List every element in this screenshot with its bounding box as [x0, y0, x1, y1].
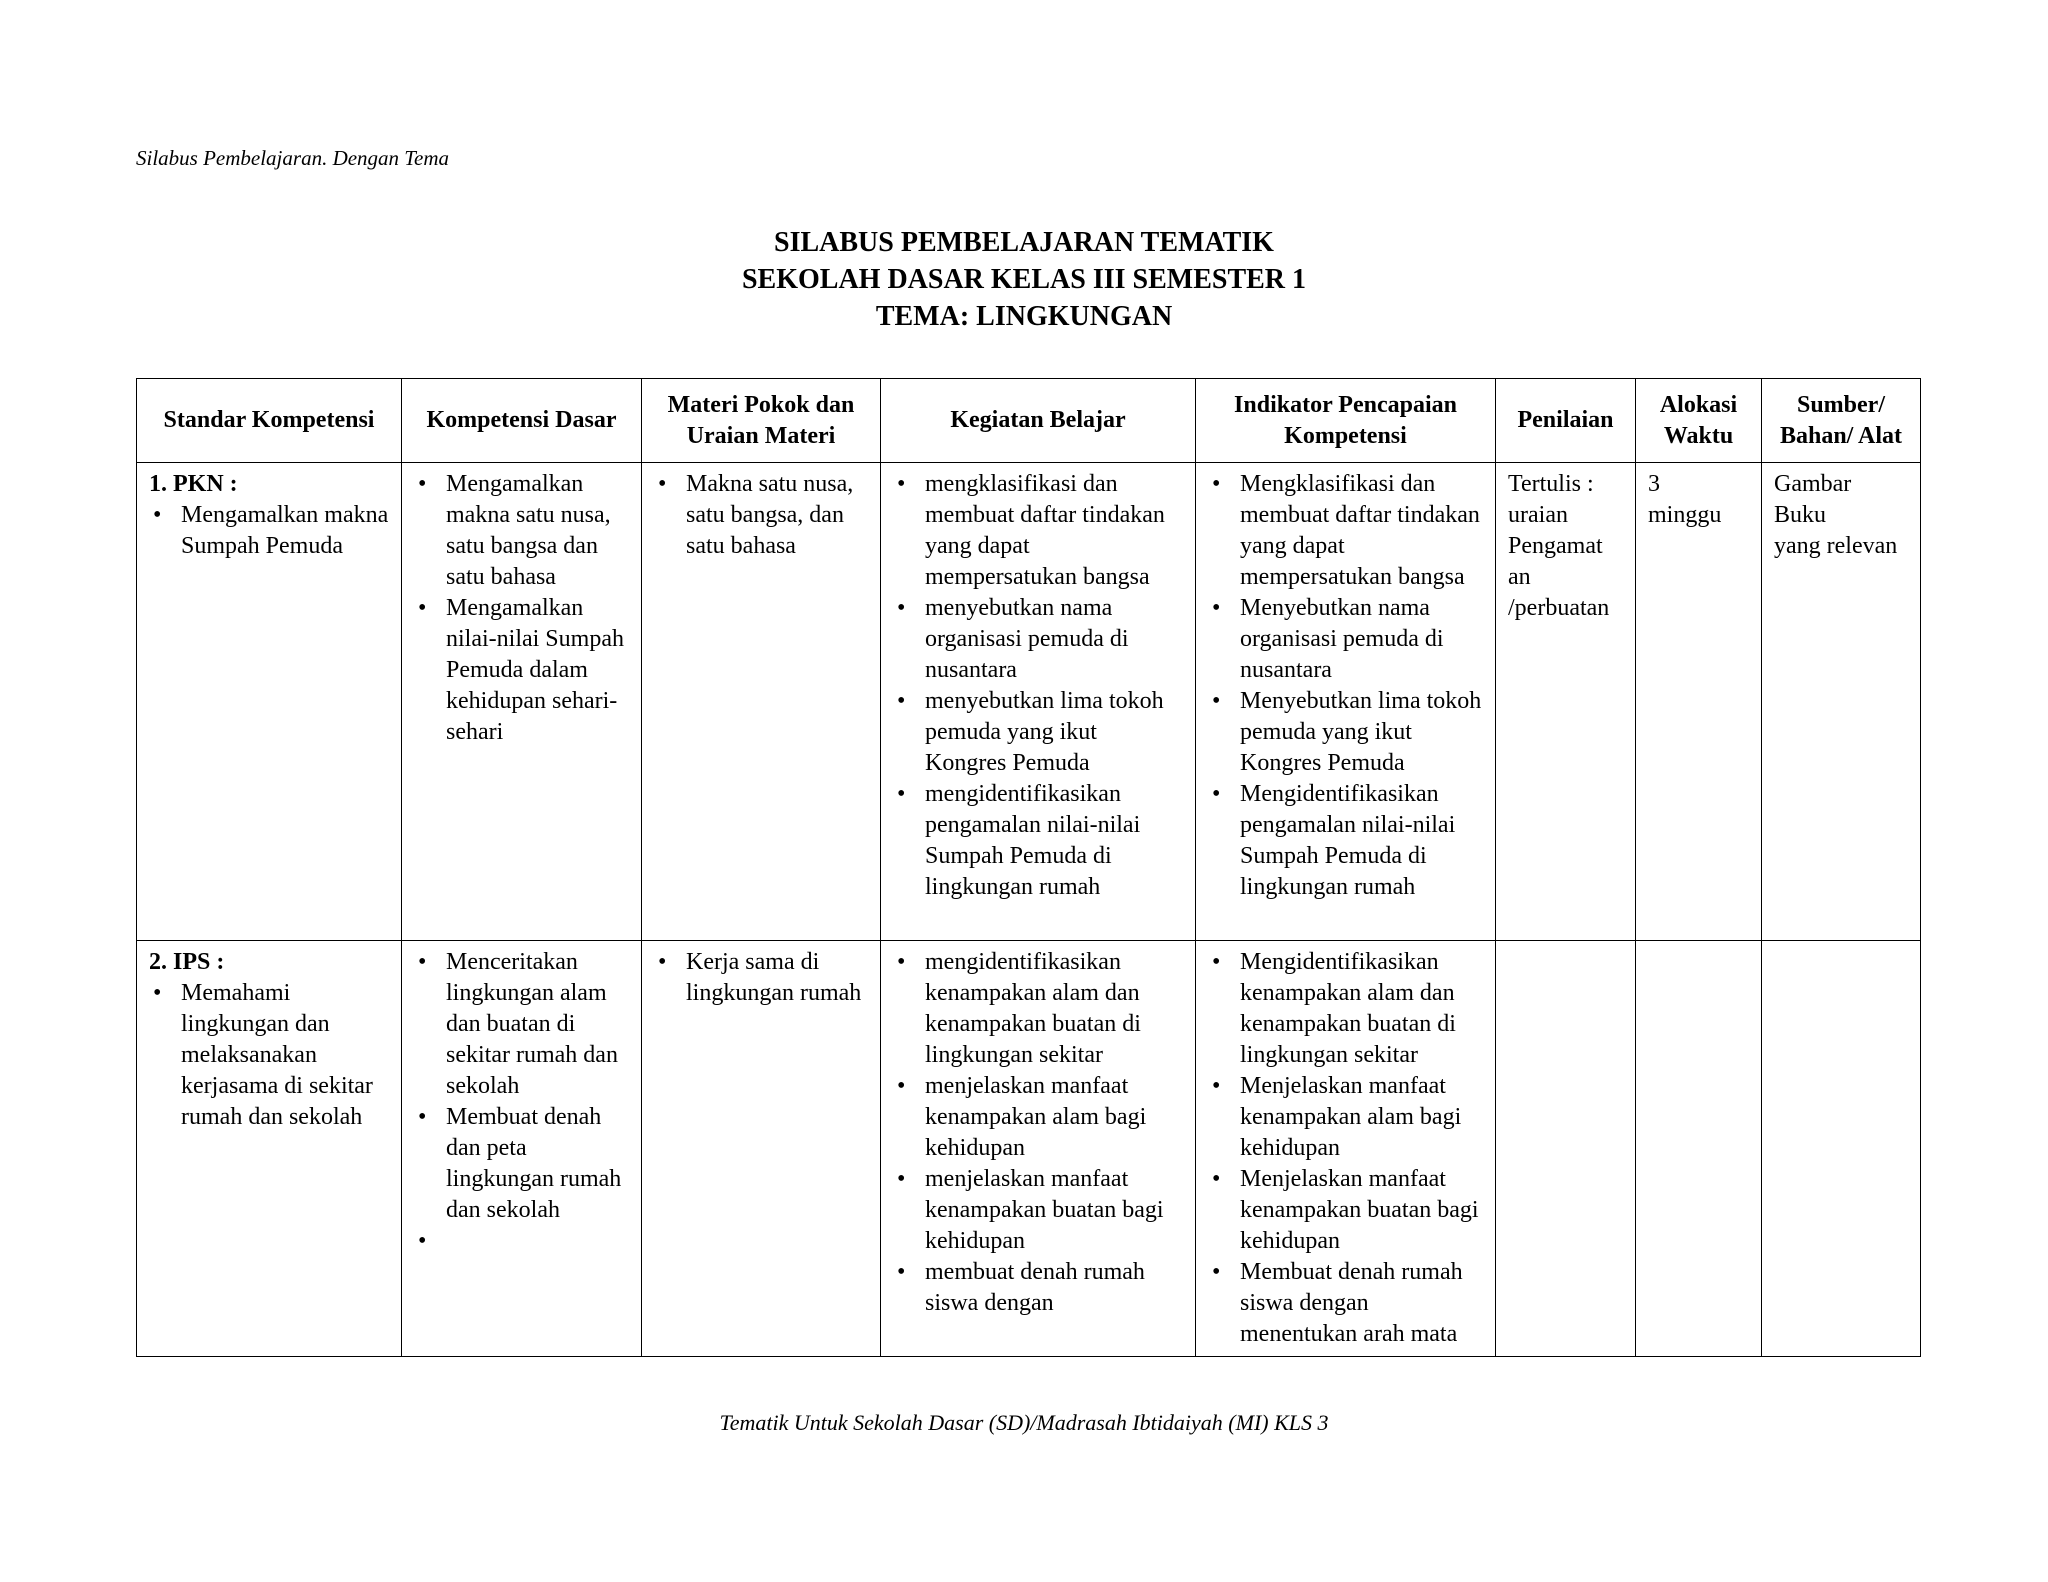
- list-item: [414, 1226, 629, 1257]
- sumber-cell: [1762, 463, 1921, 941]
- alokasi-line: minggu: [1648, 502, 1722, 528]
- page-header-note: Silabus Pembelajaran. Dengan Tema: [136, 146, 450, 170]
- penilaian-cell: [1496, 463, 1636, 941]
- list-item: • Memahami lingkungan dan melaksanakan kerjasama di sekitar rumah dan sekolah: [149, 978, 389, 1133]
- title-line-3: TEMA: LINGKUNGAN: [875, 301, 1173, 332]
- list-item: • Menyebutkan lima tokoh pemuda yang ikut Kongres Pemuda: [1208, 686, 1483, 779]
- column-header: Alokasi Waktu: [1636, 379, 1762, 463]
- indikator-cell: [1196, 463, 1496, 941]
- page-footer-note: Tematik Untuk Sekolah Dasar (SD)/Madrasah Ibtidaiyah (MI) KLS 3: [719, 1410, 1329, 1435]
- bullet-list: [654, 469, 868, 562]
- bullet-list: [893, 469, 1183, 903]
- column-header: Kegiatan Belajar: [881, 379, 1196, 463]
- penilaian-cell: [1496, 941, 1636, 1357]
- sumber-line: Buku: [1774, 502, 1827, 528]
- subject-label: 2. IPS :: [149, 949, 225, 975]
- list-item: • menyebutkan lima tokoh pemuda yang ikut Kongres Pemuda: [893, 686, 1183, 779]
- table-row: [137, 463, 1921, 941]
- bullet-list: [1208, 947, 1483, 1350]
- list-item: • Mengklasifikasi dan membuat daftar tindakan yang dapat mempersatukan bangsa: [1208, 469, 1483, 593]
- standar-cell: [137, 941, 402, 1357]
- penilaian-line: an: [1508, 564, 1531, 590]
- column-header: Penilaian: [1496, 379, 1636, 463]
- kegiatan-cell: [881, 941, 1196, 1357]
- syllabus-table: [136, 378, 1921, 1357]
- list-item: • Membuat denah rumah siswa dengan menentukan arah mata: [1208, 1257, 1483, 1350]
- list-item: • Makna satu nusa, satu bangsa, dan satu bahasa: [654, 469, 868, 562]
- indikator-cell: [1196, 941, 1496, 1357]
- list-item: • mengklasifikasi dan membuat daftar tindakan yang dapat mempersatukan bangsa: [893, 469, 1183, 593]
- penilaian-line: uraian: [1508, 502, 1568, 528]
- sumber-line: yang relevan: [1774, 533, 1898, 559]
- sumber-cell: [1762, 941, 1921, 1357]
- list-item: • Menceritakan lingkungan alam dan buatan di sekitar rumah dan sekolah: [414, 947, 629, 1102]
- penilaian-line: Pengamat: [1508, 533, 1603, 559]
- list-item: • menjelaskan manfaat kenampakan alam bagi kehidupan: [893, 1071, 1183, 1164]
- title-line-2: SEKOLAH DASAR KELAS III SEMESTER 1: [741, 264, 1307, 295]
- penilaian-line: Tertulis :: [1508, 471, 1594, 497]
- list-item: • Menjelaskan manfaat kenampakan buatan bagi kehidupan: [1208, 1164, 1483, 1257]
- column-header: Kompetensi Dasar: [402, 379, 642, 463]
- bullet-list: [893, 947, 1183, 1319]
- column-header: Materi Pokok dan Uraian Materi: [642, 379, 881, 463]
- bullet-list: [1208, 469, 1483, 903]
- list-item: • menjelaskan manfaat kenampakan buatan bagi kehidupan: [893, 1164, 1183, 1257]
- list-item: • Kerja sama di lingkungan rumah: [654, 947, 868, 1009]
- column-header: Sumber/ Bahan/ Alat: [1762, 379, 1921, 463]
- table-row: [137, 941, 1921, 1357]
- list-item: • membuat denah rumah siswa dengan: [893, 1257, 1183, 1319]
- penilaian-line: /perbuatan: [1508, 595, 1610, 621]
- kegiatan-cell: [881, 463, 1196, 941]
- sumber-line: Gambar: [1774, 471, 1852, 497]
- standar-cell: [137, 463, 402, 941]
- list-item: • Mengamalkan nilai-nilai Sumpah Pemuda dalam kehidupan sehari- sehari: [414, 593, 629, 748]
- subject-label: 1. PKN :: [149, 471, 238, 497]
- list-item: • menyebutkan nama organisasi pemuda di nusantara: [893, 593, 1183, 686]
- bullet-list: [414, 469, 629, 748]
- column-header: Indikator Pencapaian Kompetensi: [1196, 379, 1496, 463]
- list-item: • Menyebutkan nama organisasi pemuda di nusantara: [1208, 593, 1483, 686]
- alokasi-cell: [1636, 941, 1762, 1357]
- kompetensi-cell: [402, 463, 642, 941]
- list-item: • Menjelaskan manfaat kenampakan alam bagi kehidupan: [1208, 1071, 1483, 1164]
- list-item: • Mengamalkan makna satu nusa, satu bangsa dan satu bahasa: [414, 469, 629, 593]
- kompetensi-cell: [402, 941, 642, 1357]
- list-item: • mengidentifikasikan pengamalan nilai-nilai Sumpah Pemuda di lingkungan rumah: [893, 779, 1183, 903]
- bullet-list: [414, 947, 629, 1257]
- list-item: • mengidentifikasikan kenampakan alam dan kenampakan buatan di lingkungan sekitar: [893, 947, 1183, 1071]
- title-line-1: SILABUS PEMBELAJARAN TEMATIK: [774, 227, 1274, 258]
- bullet-list: [149, 978, 389, 1133]
- alokasi-cell: [1636, 463, 1762, 941]
- list-item: • Mengidentifikasikan kenampakan alam dan kenampakan buatan di lingkungan sekitar: [1208, 947, 1483, 1071]
- table-header-row: [137, 379, 1921, 463]
- alokasi-line: 3: [1648, 471, 1660, 497]
- column-header: Standar Kompetensi: [137, 379, 402, 463]
- materi-cell: [642, 941, 881, 1357]
- bullet-list: [149, 500, 389, 562]
- list-item: • Mengidentifikasikan pengamalan nilai-nilai Sumpah Pemuda di lingkungan rumah: [1208, 779, 1483, 903]
- document-title: [0, 224, 2048, 335]
- bullet-list: [654, 947, 868, 1009]
- materi-cell: [642, 463, 881, 941]
- list-item: • Membuat denah dan peta lingkungan rumah dan sekolah: [414, 1102, 629, 1226]
- list-item: • Mengamalkan makna Sumpah Pemuda: [149, 500, 389, 562]
